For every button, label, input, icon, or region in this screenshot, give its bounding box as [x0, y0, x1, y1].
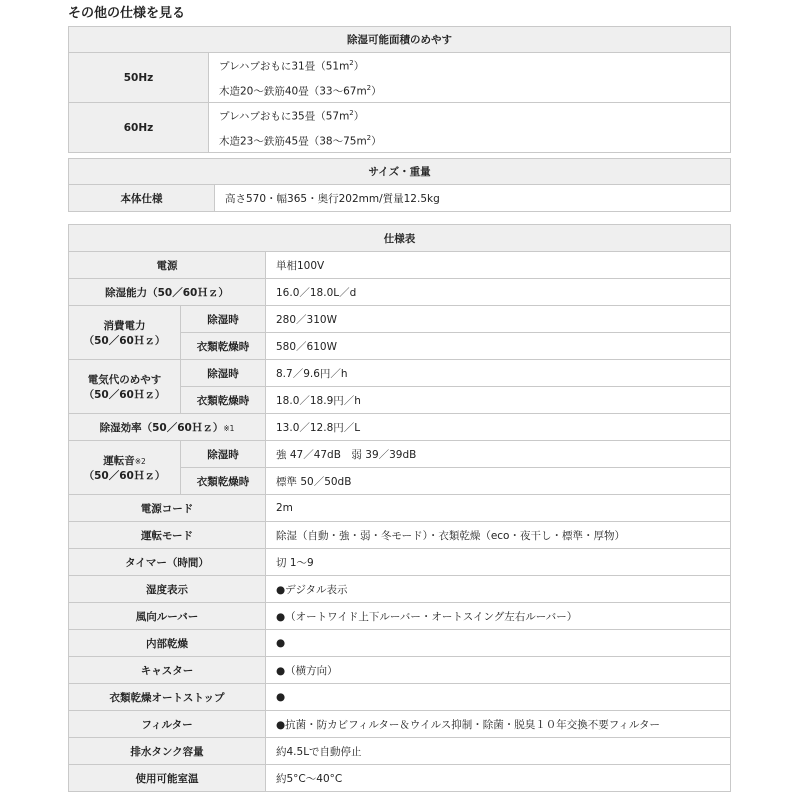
page-title[interactable]: その他の仕様を見る: [68, 6, 186, 21]
row-value: 18.0／18.9円／h: [266, 387, 731, 414]
row-value: 除湿（自動・強・弱・冬モード）・衣類乾燥（eco・夜干し・標準・厚物）: [266, 522, 731, 549]
row-label: 湿度表示: [69, 576, 266, 603]
group-label: 電気代のめやす （50／60Ｈｚ）: [69, 360, 181, 414]
table-row: [69, 549, 731, 576]
row-label: 使用可能室温: [69, 765, 266, 792]
row-value: ●抗菌・防カビフィルター＆ウイルス抑制・除菌・脱臭１０年交換不要フィルター: [266, 711, 731, 738]
size-table: [68, 158, 731, 212]
row-label: 除湿効率（50／60Ｈｚ）※1: [69, 414, 266, 441]
table-row: [69, 103, 731, 153]
row-value: 強 47／47dB 弱 39／39dB: [266, 441, 731, 468]
row-value: 高さ570・幅365・奥行202mm/質量12.5kg: [215, 185, 731, 212]
row-label: 除湿能力（50／60Ｈｚ）: [69, 279, 266, 306]
row-value: 約5°C～40°C: [266, 765, 731, 792]
table-row: [69, 576, 731, 603]
sub-label: 衣類乾燥時: [181, 387, 266, 414]
row-label: 排水タンク容量: [69, 738, 266, 765]
row-value: 約4.5Lで自動停止: [266, 738, 731, 765]
size-header: サイズ・重量: [69, 159, 731, 185]
row-value: 280／310W: [266, 306, 731, 333]
row-value: 580／610W: [266, 333, 731, 360]
row-value: ●: [266, 684, 731, 711]
spec-header: 仕様表: [69, 225, 731, 252]
row-value: ●（横方向）: [266, 657, 731, 684]
row-label: フィルター: [69, 711, 266, 738]
table-row: [69, 657, 731, 684]
row-label: 電源: [69, 252, 266, 279]
row-value: ●: [266, 630, 731, 657]
row-value: プレハブおもに31畳$(51m^2)$ 木造20～鉄筋40畳$(33\sim 67m^2)$: [209, 53, 731, 103]
table-row: [69, 630, 731, 657]
spec-table: [68, 224, 731, 792]
table-row: [69, 738, 731, 765]
row-value: ●（オートワイド上下ルーバー・オートスイング左右ルーバー）: [266, 603, 731, 630]
table-row: [69, 185, 731, 212]
row-label: キャスター: [69, 657, 266, 684]
table-row: [69, 360, 731, 387]
sub-label: 除湿時: [181, 441, 266, 468]
group-label: 運転音※2 （50／60Ｈｚ）: [69, 441, 181, 495]
row-value: 単相100V: [266, 252, 731, 279]
row-value: 標準 50／50dB: [266, 468, 731, 495]
row-value: プレハブおもに35畳$(57m^2)$ 木造23～鉄筋45畳$(38\sim 75m^2)$: [209, 103, 731, 153]
row-value: 8.7／9.6円／h: [266, 360, 731, 387]
row-value: 切 1～9: [266, 549, 731, 576]
table-row: [69, 441, 731, 468]
area-header: 除湿可能面積のめやす: [69, 27, 731, 53]
area-table: [68, 26, 731, 153]
row-label: 50Hz: [69, 53, 209, 103]
row-label: 風向ルーバー: [69, 603, 266, 630]
row-label: 内部乾燥: [69, 630, 266, 657]
row-label: 運転モード: [69, 522, 266, 549]
table-row: [69, 252, 731, 279]
sub-label: 衣類乾燥時: [181, 333, 266, 360]
row-label: 電源コード: [69, 495, 266, 522]
row-value: 13.0／12.8円／L: [266, 414, 731, 441]
sub-label: 除湿時: [181, 360, 266, 387]
table-row: [69, 711, 731, 738]
sub-label: 除湿時: [181, 306, 266, 333]
table-row: [69, 495, 731, 522]
row-value: 2m: [266, 495, 731, 522]
row-label: 衣類乾燥オートストップ: [69, 684, 266, 711]
table-row: [69, 279, 731, 306]
table-row: [69, 603, 731, 630]
row-label: 60Hz: [69, 103, 209, 153]
group-label: 消費電力 （50／60Ｈｚ）: [69, 306, 181, 360]
row-label: 本体仕様: [69, 185, 215, 212]
row-value: ●デジタル表示: [266, 576, 731, 603]
row-label: タイマー（時間）: [69, 549, 266, 576]
row-value: 16.0／18.0L／d: [266, 279, 731, 306]
sub-label: 衣類乾燥時: [181, 468, 266, 495]
table-row: [69, 414, 731, 441]
table-row: [69, 684, 731, 711]
table-row: [69, 53, 731, 103]
table-row: [69, 522, 731, 549]
table-row: [69, 765, 731, 792]
table-row: [69, 306, 731, 333]
